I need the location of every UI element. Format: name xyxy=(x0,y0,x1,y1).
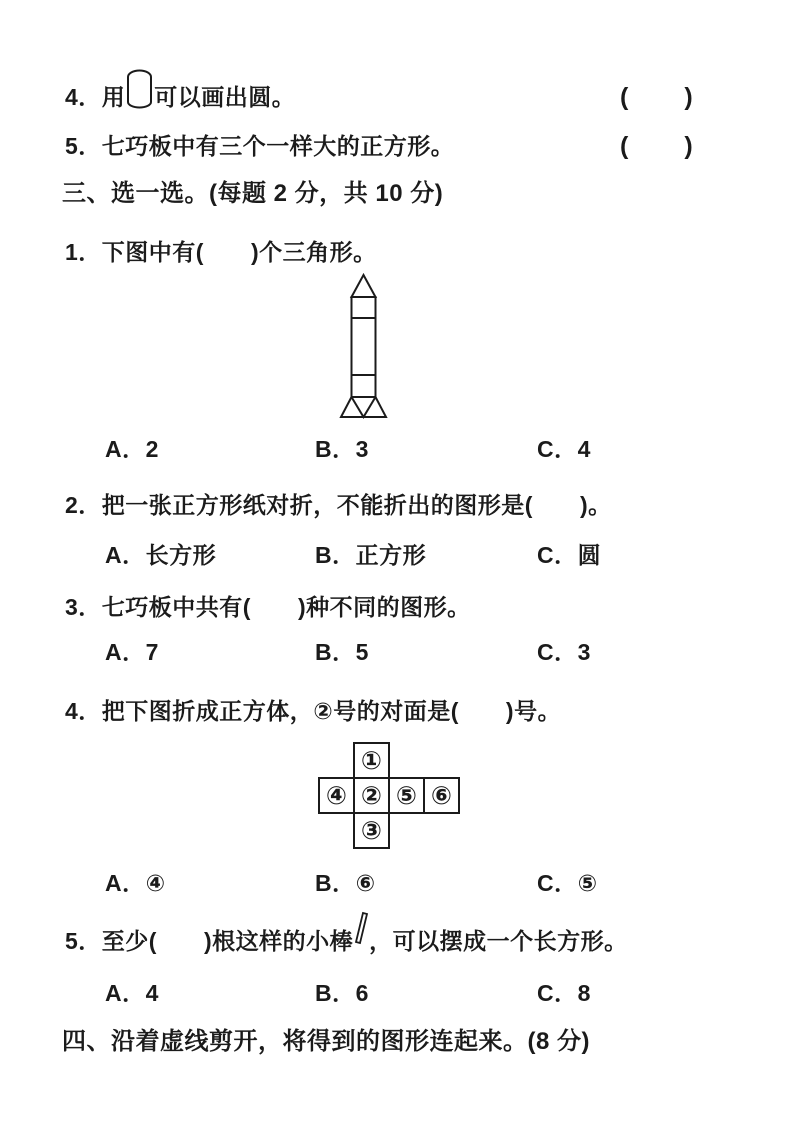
question-text: 七巧板中有三个一样大的正方形。 xyxy=(101,133,455,159)
question-number: 1． xyxy=(65,239,102,265)
rocket-figure xyxy=(339,272,388,420)
net-cell-5: ⑤ xyxy=(388,777,425,814)
option-b: B．5 xyxy=(315,639,369,665)
option-c: C．3 xyxy=(537,639,591,665)
question-text: 把下图折成正方体，②号的对面是( )号。 xyxy=(101,698,562,724)
option-b: B．正方形 xyxy=(315,542,427,568)
question-text: 下图中有( )个三角形。 xyxy=(101,239,377,265)
question-text: 可以画出圆。 xyxy=(154,84,296,110)
mc-question-3 xyxy=(65,592,471,622)
option-a: A．7 xyxy=(105,639,159,665)
option-b: B．3 xyxy=(315,436,369,462)
options-row-1 xyxy=(0,434,793,464)
question-text: 七巧板中共有( )种不同的图形。 xyxy=(101,594,471,620)
rocket-body-rect xyxy=(352,297,376,397)
net-cell-4: ④ xyxy=(318,777,355,814)
options-row-5 xyxy=(0,978,793,1008)
option-c: C．4 xyxy=(537,436,591,462)
option-b: B．⑥ xyxy=(315,870,376,896)
question-text: 把一张正方形纸对折，不能折出的图形是( )。 xyxy=(101,492,612,518)
option-c: C．8 xyxy=(537,980,591,1006)
mc-question-2 xyxy=(65,490,612,520)
mc-question-5 xyxy=(65,926,628,956)
option-b: B．6 xyxy=(315,980,369,1006)
answer-blank: ( ) xyxy=(620,132,695,160)
section-four-heading: 四、沿着虚线剪开，将得到的图形连起来。(8 分) xyxy=(62,1028,590,1055)
tf-question-5 xyxy=(65,131,454,161)
question-number: 5． xyxy=(65,928,102,954)
option-a: A．2 xyxy=(105,436,159,462)
mc-question-1 xyxy=(65,237,377,267)
option-c: C．⑤ xyxy=(537,870,598,896)
section-three-heading: 三、选一选。(每题 2 分，共 10 分) xyxy=(62,180,444,207)
net-cell-3: ③ xyxy=(353,812,390,849)
options-row-2 xyxy=(0,540,793,570)
net-cell-6: ⑥ xyxy=(423,777,460,814)
rocket-nose-triangle xyxy=(352,275,376,297)
option-c: C．圆 xyxy=(537,542,602,568)
question-number: 5． xyxy=(65,133,102,159)
cylinder-icon xyxy=(126,69,153,111)
cube-net-figure xyxy=(318,742,460,849)
answer-blank: ( ) xyxy=(620,83,695,111)
question-number: 3． xyxy=(65,594,102,620)
rocket-fins xyxy=(341,397,386,417)
question-number: 4． xyxy=(65,84,102,110)
net-cell-1: ① xyxy=(353,742,390,779)
question-text: 用 xyxy=(101,84,126,110)
tf-question-4 xyxy=(65,82,295,112)
option-a: A．4 xyxy=(105,980,159,1006)
net-cell-2: ② xyxy=(353,777,390,814)
option-a: A．④ xyxy=(105,870,166,896)
options-row-3 xyxy=(0,637,793,667)
question-number: 2． xyxy=(65,492,102,518)
question-text: ，可以摆成一个长方形。 xyxy=(369,928,628,954)
question-number: 4． xyxy=(65,698,102,724)
options-row-4 xyxy=(0,868,793,898)
option-a: A．长方形 xyxy=(105,542,217,568)
stick-icon xyxy=(354,911,369,945)
mc-question-4 xyxy=(65,696,561,726)
question-text: 至少( )根这样的小棒 xyxy=(101,928,354,954)
